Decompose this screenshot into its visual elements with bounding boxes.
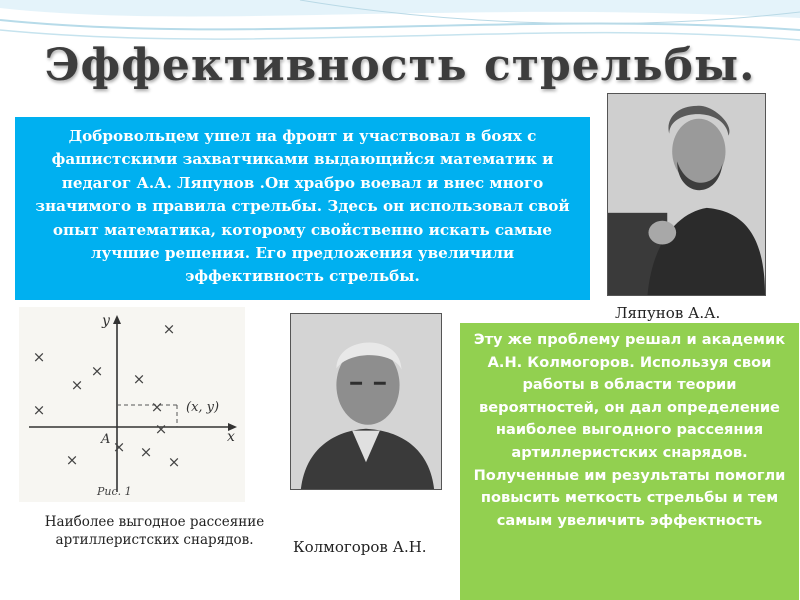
scatter-mark-10: ×	[65, 451, 79, 469]
point-label: (x, y)	[186, 400, 220, 415]
intro-text: Добровольцем ушел на фронт и участвовал в боях с фашистскими захватчиками выдающийся математик и педагог А.А. Ляпунов .Он храбро воевал и внес много значимого в правила стрельбы. Здесь он использовал свой опыт математика, которому свойственно искать самые лучшие решения. Его предложения увеличили эффективность стрельбы.	[35, 127, 570, 286]
scatter-mark-3: ×	[70, 376, 84, 394]
y-axis-label: y	[102, 313, 110, 329]
kolmogorov-photo	[290, 313, 442, 490]
scatter-mark-4: ×	[90, 362, 104, 380]
kolmogorov-text: Эту же проблему решал и академик А.Н. Колмогоров. Используя свои работы в области теории вероятностей, он дал определение наиболее выгодного рассеяния артиллеристских снарядов. Полученные им результаты помогли повысить меткость стрельбы и тем самым увеличить эффектность	[473, 331, 786, 529]
diagram-caption: Наиболее выгодное рассеяние артиллеристских снарядов.	[44, 514, 265, 548]
scatter-mark-11: ×	[112, 438, 126, 456]
kolmogorov-text-box	[460, 323, 799, 600]
scatter-mark-12: ×	[167, 453, 181, 471]
scatter-mark-2: ×	[162, 320, 176, 338]
figure-label: Рис. 1	[97, 485, 132, 498]
lyapunov-photo	[607, 93, 766, 296]
intro-text-box	[15, 117, 590, 300]
scatter-mark-5: ×	[132, 370, 146, 388]
lyapunov-caption: Ляпунов А.А.	[615, 304, 721, 322]
scatter-mark-8: ×	[154, 420, 168, 438]
scatter-mark-9: ×	[139, 443, 153, 461]
scatter-mark-6: ×	[150, 398, 164, 416]
slide-title: Эффективность стрельбы.	[44, 40, 756, 91]
kolmogorov-caption: Колмогоров А.Н.	[293, 538, 427, 556]
scatter-mark-7: ×	[32, 401, 46, 419]
origin-label: A	[101, 432, 111, 447]
x-axis-label: x	[227, 429, 235, 445]
scatter-mark-1: ×	[32, 348, 46, 366]
scatter-diagram	[19, 307, 245, 502]
